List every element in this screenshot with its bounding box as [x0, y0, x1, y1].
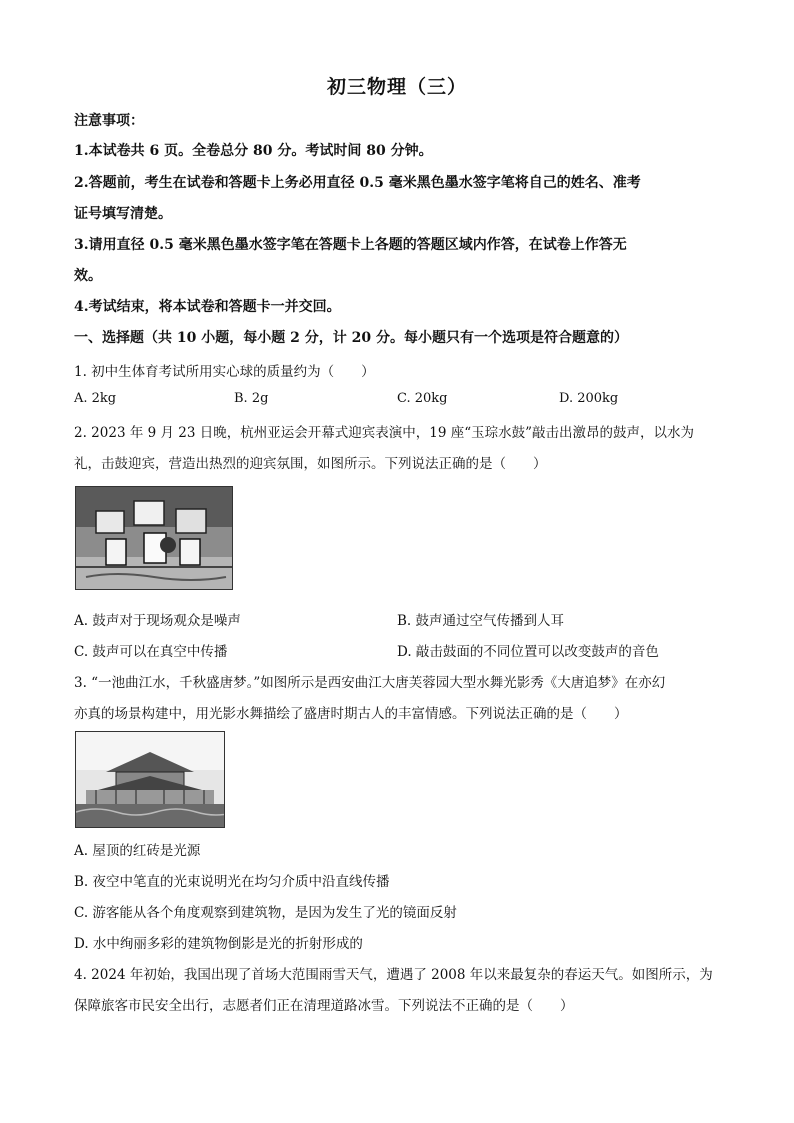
q2-option-b: B. 鼓声通过空气传播到人耳: [397, 613, 565, 629]
notice-item-2-line-2: 证号填写清楚。: [74, 206, 172, 222]
q4-stem-line-2: 保障旅客市民安全出行，志愿者们正在清理道路冰雪。下列说法不正确的是（ ）: [74, 998, 574, 1014]
q3-stem-line-2: 亦真的场景构建中，用光影水舞描绘了盛唐时期古人的丰富情感。下列说法正确的是（ ）: [74, 706, 628, 722]
q3-palace-illustration: [76, 732, 224, 827]
q3-stem-line-1: 3. “一池曲江水，千秋盛唐梦。”如图所示是西安曲江大唐芙蓉园大型水舞光影秀《大唐追梦》在亦幻: [74, 675, 666, 691]
section-1-heading: 一、选择题（共 10 小题，每小题 2 分，计 20 分。每小题只有一个选项是符合题意的）: [74, 330, 628, 346]
q2-option-d: D. 敲击鼓面的不同位置可以改变鼓声的音色: [397, 644, 659, 660]
q2-stem-line-1: 2. 2023 年 9 月 23 日晚，杭州亚运会开幕式迎宾表演中，19 座“玉琮水鼓”敲击出激昂的鼓声，以水为: [74, 425, 695, 441]
notice-item-3-line-1: 3.请用直径 0.5 毫米黑色墨水签字笔在答题卡上各题的答题区域内作答，在试卷上作答无: [74, 237, 627, 253]
q2-drum-photo: [75, 486, 233, 590]
notice-item-1: 1.本试卷共 6 页。全卷总分 80 分。考试时间 80 分钟。: [74, 143, 433, 159]
notice-heading: 注意事项：: [74, 113, 144, 129]
page-title: 初三物理（三）: [326, 76, 467, 98]
notice-item-2-line-1: 2.答题前，考生在试卷和答题卡上务必用直径 0.5 毫米黑色墨水签字笔将自己的姓名、准考: [74, 175, 641, 191]
notice-item-4: 4.考试结束，将本试卷和答题卡一并交回。: [74, 299, 341, 315]
notice-item-3-line-2: 效。: [74, 268, 102, 284]
q1-option-a: A. 2kg: [74, 391, 117, 406]
q2-option-a: A. 鼓声对于现场观众是噪声: [74, 613, 241, 629]
q2-stem-line-2: 礼，击鼓迎宾，营造出热烈的迎宾氛围，如图所示。下列说法正确的是（ ）: [74, 456, 547, 472]
q3-option-d: D. 水中绚丽多彩的建筑物倒影是光的折射形成的: [74, 936, 363, 952]
q1-option-c: C. 20kg: [397, 391, 448, 406]
q3-palace-photo: [75, 731, 225, 828]
q1-option-d: D. 200kg: [559, 391, 619, 406]
q2-drum-illustration: [76, 487, 232, 589]
q3-option-a: A. 屋顶的红砖是光源: [74, 843, 201, 859]
q1-option-b: B. 2g: [234, 391, 269, 406]
q4-stem-line-1: 4. 2024 年初始，我国出现了首场大范围雨雪天气，遭遇了 2008 年以来最复杂的春运天气。如图所示，为: [74, 967, 713, 983]
q1-stem: 1. 初中生体育考试所用实心球的质量约为（ ）: [74, 364, 375, 380]
q3-option-b: B. 夜空中笔直的光束说明光在均匀介质中沿直线传播: [74, 874, 390, 890]
q3-option-c: C. 游客能从各个角度观察到建筑物，是因为发生了光的镜面反射: [74, 905, 457, 921]
q2-option-c: C. 鼓声可以在真空中传播: [74, 644, 228, 660]
